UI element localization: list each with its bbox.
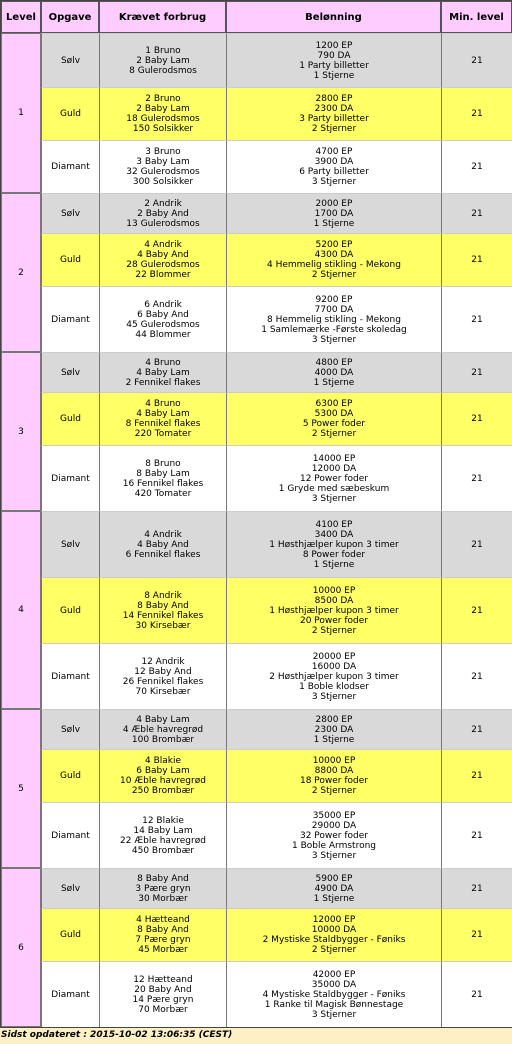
reward-item: 4700 EP [315, 147, 353, 157]
reward-item: 4 Mystiske Staldbygger - Føniks [262, 989, 406, 1000]
required-item: 4 Baby Lam [136, 367, 190, 378]
required-item: 8 Baby Lam [136, 468, 190, 479]
required-consumption [99, 802, 226, 868]
required-item: 45 Gulerodsmos [126, 319, 200, 330]
reward-item: 5300 DA [314, 409, 354, 419]
reward-item: 2 Stjerner [311, 124, 357, 134]
reward-item: 2 Mystiske Staldbygger - Føniks [262, 935, 406, 945]
required-item: 12 Hætteand [133, 974, 193, 985]
level-number: 4 [1, 511, 41, 709]
table-row [1, 193, 512, 233]
reward-item: 2 Stjerner [311, 270, 357, 280]
required-item: 220 Tomater [134, 429, 192, 439]
required-item: 8 Baby And [137, 925, 189, 935]
required-item: 44 Blommer [135, 329, 191, 340]
table-row [1, 577, 512, 643]
reward-item: 2300 DA [314, 724, 354, 735]
reward-item: 1 Stjerne [313, 893, 355, 904]
required-item: 4 Bruno [145, 399, 181, 409]
reward-item: 2 Stjerner [311, 945, 357, 955]
min-level: 21 [441, 33, 512, 87]
min-level: 21 [441, 286, 512, 352]
required-item: 18 Gulerodsmos [126, 114, 200, 124]
required-item: 4 Andrik [144, 240, 182, 250]
reward-item: 10000 DA [311, 925, 357, 935]
reward-item: 1 Party billetter [299, 60, 369, 71]
min-level: 21 [441, 140, 512, 193]
reward [226, 961, 441, 1027]
table-row [1, 908, 512, 961]
header-kraevet-forbrug: Krævet forbrug [99, 1, 226, 33]
reward-item: 3 Party billetter [299, 114, 369, 124]
table-row [1, 33, 512, 87]
table-row [1, 392, 512, 445]
reward-item: 8 Hemmelig stikling - Mekong [267, 314, 401, 325]
reward-item: 6300 EP [315, 399, 353, 409]
required-item: 8 Fennikel flakes [125, 419, 201, 429]
required-consumption [99, 749, 226, 802]
reward-item: 2 Stjerner [311, 625, 357, 636]
task-tier: Sølv [41, 709, 99, 749]
required-item: 8 Bruno [145, 458, 181, 469]
task-tier: Guld [41, 908, 99, 961]
required-consumption [99, 868, 226, 908]
task-tier: Sølv [41, 352, 99, 392]
required-item: 28 Gulerodsmos [126, 260, 200, 270]
required-item: 4 Baby Lam [136, 409, 190, 419]
reward-item: 29000 DA [311, 820, 357, 831]
task-tier: Guld [41, 233, 99, 286]
reward-item: 10000 EP [312, 756, 356, 766]
required-item: 300 Solsikker [132, 177, 194, 187]
required-consumption [99, 352, 226, 392]
reward [226, 193, 441, 233]
reward-item: 2300 DA [314, 104, 354, 114]
reward [226, 709, 441, 749]
reward-item: 10000 EP [312, 585, 356, 596]
reward-item: 20 Power foder [299, 615, 368, 626]
reward [226, 352, 441, 392]
header-min-level: Min. level [441, 1, 512, 33]
reward [226, 577, 441, 643]
required-item: 8 Baby And [137, 600, 189, 611]
min-level: 21 [441, 193, 512, 233]
required-item: 10 Æble havregrød [120, 776, 206, 786]
table-row [1, 445, 512, 511]
required-consumption [99, 87, 226, 140]
table-row [1, 87, 512, 140]
reward-item: 2 Høsthjælper kupon 3 timer [269, 671, 399, 682]
required-item: 12 Blakie [142, 815, 184, 826]
reward-item: 3 Stjerner [311, 334, 357, 345]
required-item: 2 Baby And [137, 208, 189, 219]
table-row [1, 511, 512, 577]
table-row [1, 286, 512, 352]
required-item: 14 Pære gryn [132, 994, 194, 1005]
required-item: 8 Andrik [144, 590, 182, 601]
required-item: 4 Æble havregrød [122, 724, 204, 735]
required-item: 4 Bruno [145, 357, 181, 368]
required-item: 22 Blommer [135, 270, 191, 280]
required-item: 3 Bruno [145, 147, 181, 157]
reward-item: 1 Stjerne [313, 218, 355, 229]
required-item: 4 Blakie [144, 756, 182, 766]
reward-item: 14000 EP [312, 453, 356, 464]
required-item: 14 Baby Lam [133, 825, 193, 836]
min-level: 21 [441, 908, 512, 961]
required-consumption [99, 140, 226, 193]
reward-item: 8 Power foder [302, 549, 366, 560]
reward-item: 12000 DA [311, 463, 357, 474]
required-item: 100 Brombær [131, 734, 195, 745]
table-row [1, 802, 512, 868]
required-item: 2 Bruno [145, 94, 181, 104]
required-item: 30 Kirsebær [135, 620, 191, 631]
required-consumption [99, 643, 226, 709]
required-item: 8 Gulerodsmos [129, 65, 197, 76]
min-level: 21 [441, 643, 512, 709]
min-level: 21 [441, 352, 512, 392]
reward-item: 4100 EP [315, 519, 353, 530]
required-item: 2 Baby Lam [136, 55, 190, 66]
task-tier: Sølv [41, 33, 99, 87]
table-row [1, 709, 512, 749]
reward-item: 1 Stjerne [313, 377, 355, 388]
min-level: 21 [441, 233, 512, 286]
table-row [1, 233, 512, 286]
reward-item: 2800 EP [315, 714, 353, 725]
reward [226, 749, 441, 802]
reward-item: 4900 DA [314, 883, 354, 894]
required-consumption [99, 961, 226, 1027]
reward [226, 868, 441, 908]
task-tier: Sølv [41, 511, 99, 577]
reward [226, 908, 441, 961]
task-tier: Guld [41, 577, 99, 643]
required-item: 450 Brombær [131, 845, 195, 856]
required-item: 70 Kirsebær [135, 686, 191, 697]
reward [226, 392, 441, 445]
reward-item: 18 Power foder [299, 776, 368, 786]
required-item: 4 Baby And [137, 539, 189, 550]
reward-item: 1 Stjerne [313, 559, 355, 570]
required-consumption [99, 193, 226, 233]
required-item: 6 Baby And [137, 309, 189, 320]
reward-item: 9200 EP [315, 294, 353, 305]
required-item: 250 Brombær [131, 786, 195, 796]
required-consumption [99, 392, 226, 445]
required-item: 4 Andrik [144, 529, 182, 540]
required-item: 2 Fennikel flakes [125, 377, 201, 388]
required-item: 26 Fennikel flakes [122, 676, 204, 687]
required-consumption [99, 233, 226, 286]
task-tier: Diamant [41, 643, 99, 709]
task-tier: Diamant [41, 445, 99, 511]
reward-item: 5900 EP [315, 873, 353, 884]
level-number: 1 [1, 33, 41, 193]
reward-item: 3900 DA [314, 157, 354, 167]
reward-item: 1 Samlemærke -Første skoledag [261, 324, 407, 335]
required-item: 70 Morbær [138, 1004, 188, 1015]
header-row [1, 1, 512, 33]
required-item: 3 Pære gryn [135, 883, 191, 894]
reward [226, 87, 441, 140]
required-item: 45 Morbær [138, 945, 188, 955]
min-level: 21 [441, 868, 512, 908]
required-item: 32 Gulerodsmos [126, 167, 200, 177]
required-item: 1 Bruno [145, 45, 181, 56]
reward-item: 3 Stjerner [311, 850, 357, 861]
reward-item: 8500 DA [314, 595, 354, 606]
reward-item: 790 DA [317, 50, 351, 61]
reward-item: 3 Stjerner [311, 493, 357, 504]
min-level: 21 [441, 87, 512, 140]
reward [226, 140, 441, 193]
required-item: 12 Baby And [134, 666, 192, 677]
required-item: 16 Fennikel flakes [122, 478, 204, 489]
required-item: 13 Gulerodsmos [126, 218, 200, 229]
reward-item: 1 Høsthjælper kupon 3 timer [269, 605, 399, 616]
required-consumption [99, 577, 226, 643]
reward-item: 8800 DA [314, 766, 354, 776]
min-level: 21 [441, 961, 512, 1027]
reward [226, 511, 441, 577]
reward-item: 5200 EP [315, 240, 353, 250]
level-number: 2 [1, 193, 41, 352]
reward-item: 3 Stjerner [311, 1009, 357, 1020]
reward-item: 2 Stjerner [311, 429, 357, 439]
header-level: Level [1, 1, 41, 33]
last-updated: Sidst opdateret : 2015-10-02 13:06:35 (CEST) [1, 1030, 233, 1040]
required-item: 150 Solsikker [132, 124, 194, 134]
table-row [1, 868, 512, 908]
reward [226, 286, 441, 352]
reward-item: 42000 EP [312, 969, 356, 980]
required-item: 2 Baby Lam [136, 104, 190, 114]
task-tier: Sølv [41, 868, 99, 908]
reward-item: 1 Ranke til Magisk Bønnestage [264, 999, 404, 1010]
required-item: 7 Pære gryn [135, 935, 191, 945]
reward-item: 3400 DA [314, 529, 354, 540]
reward-item: 35000 DA [311, 979, 357, 990]
required-consumption [99, 33, 226, 87]
reward-item: 7700 DA [314, 304, 354, 315]
reward-item: 32 Power foder [299, 830, 368, 841]
min-level: 21 [441, 577, 512, 643]
task-tier: Guld [41, 392, 99, 445]
required-item: 4 Baby And [137, 250, 189, 260]
task-tier: Diamant [41, 140, 99, 193]
reward-item: 2000 EP [315, 198, 353, 209]
required-consumption [99, 908, 226, 961]
reward-item: 3 Stjerner [311, 177, 357, 187]
reward-item: 3 Stjerner [311, 691, 357, 702]
min-level: 21 [441, 802, 512, 868]
required-item: 3 Baby Lam [136, 157, 190, 167]
required-item: 6 Baby Lam [136, 766, 190, 776]
level-number: 3 [1, 352, 41, 511]
table-row [1, 749, 512, 802]
reward [226, 802, 441, 868]
level-number: 5 [1, 709, 41, 868]
required-consumption [99, 709, 226, 749]
table-row [1, 140, 512, 193]
required-item: 8 Baby And [137, 873, 189, 884]
reward-item: 1 Stjerne [313, 70, 355, 81]
required-item: 4 Baby Lam [136, 714, 190, 725]
required-item: 6 Andrik [144, 299, 182, 310]
level-number: 6 [1, 868, 41, 1027]
reward-item: 1200 EP [315, 40, 353, 51]
reward [226, 445, 441, 511]
required-item: 420 Tomater [134, 488, 192, 499]
required-item: 2 Andrik [144, 198, 182, 209]
reward-item: 4 Hemmelig stikling - Mekong [267, 260, 401, 270]
reward-item: 2 Stjerner [311, 786, 357, 796]
task-tier: Guld [41, 749, 99, 802]
reward [226, 643, 441, 709]
header-opgave: Opgave [41, 1, 99, 33]
task-tier: Guld [41, 87, 99, 140]
required-item: 4 Hætteand [136, 915, 190, 925]
required-consumption [99, 286, 226, 352]
min-level: 21 [441, 445, 512, 511]
reward-item: 5 Power foder [302, 419, 366, 429]
min-level: 21 [441, 392, 512, 445]
table-row [1, 643, 512, 709]
task-tier: Sølv [41, 193, 99, 233]
required-item: 6 Fennikel flakes [125, 549, 201, 560]
table-row [1, 352, 512, 392]
reward-item: 4000 DA [314, 367, 354, 378]
min-level: 21 [441, 749, 512, 802]
header-belonning: Belønning [226, 1, 441, 33]
table-body [1, 33, 512, 1027]
reward-item: 20000 EP [312, 651, 356, 662]
min-level: 21 [441, 709, 512, 749]
reward-item: 4300 DA [314, 250, 354, 260]
required-item: 22 Æble havregrød [120, 835, 206, 846]
task-tier: Diamant [41, 961, 99, 1027]
required-consumption [99, 511, 226, 577]
reward-item: 1 Boble Armstrong [292, 840, 376, 851]
reward-item: 1 Stjerne [313, 734, 355, 745]
reward [226, 233, 441, 286]
reward-item: 12000 EP [312, 915, 356, 925]
reward-item: 12 Power foder [299, 473, 368, 484]
required-item: 30 Morbær [138, 893, 188, 904]
table-row [1, 961, 512, 1027]
task-tier: Diamant [41, 802, 99, 868]
required-item: 12 Andrik [141, 656, 185, 667]
reward-item: 1 Boble klodser [299, 681, 369, 692]
min-level: 21 [441, 511, 512, 577]
reward-item: 2800 EP [315, 94, 353, 104]
reward [226, 33, 441, 87]
reward-item: 35000 EP [312, 810, 356, 821]
reward-item: 16000 DA [311, 661, 357, 672]
required-item: 20 Baby And [134, 984, 192, 995]
reward-item: 6 Party billetter [299, 167, 369, 177]
reward-item: 1 Høsthjælper kupon 3 timer [269, 539, 399, 550]
required-consumption [99, 445, 226, 511]
reward-item: 1 Gryde med sæbeskum [278, 483, 390, 494]
reward-item: 1700 DA [314, 208, 354, 219]
task-tier: Diamant [41, 286, 99, 352]
required-item: 14 Fennikel flakes [122, 610, 204, 621]
reward-item: 4800 EP [315, 357, 353, 368]
